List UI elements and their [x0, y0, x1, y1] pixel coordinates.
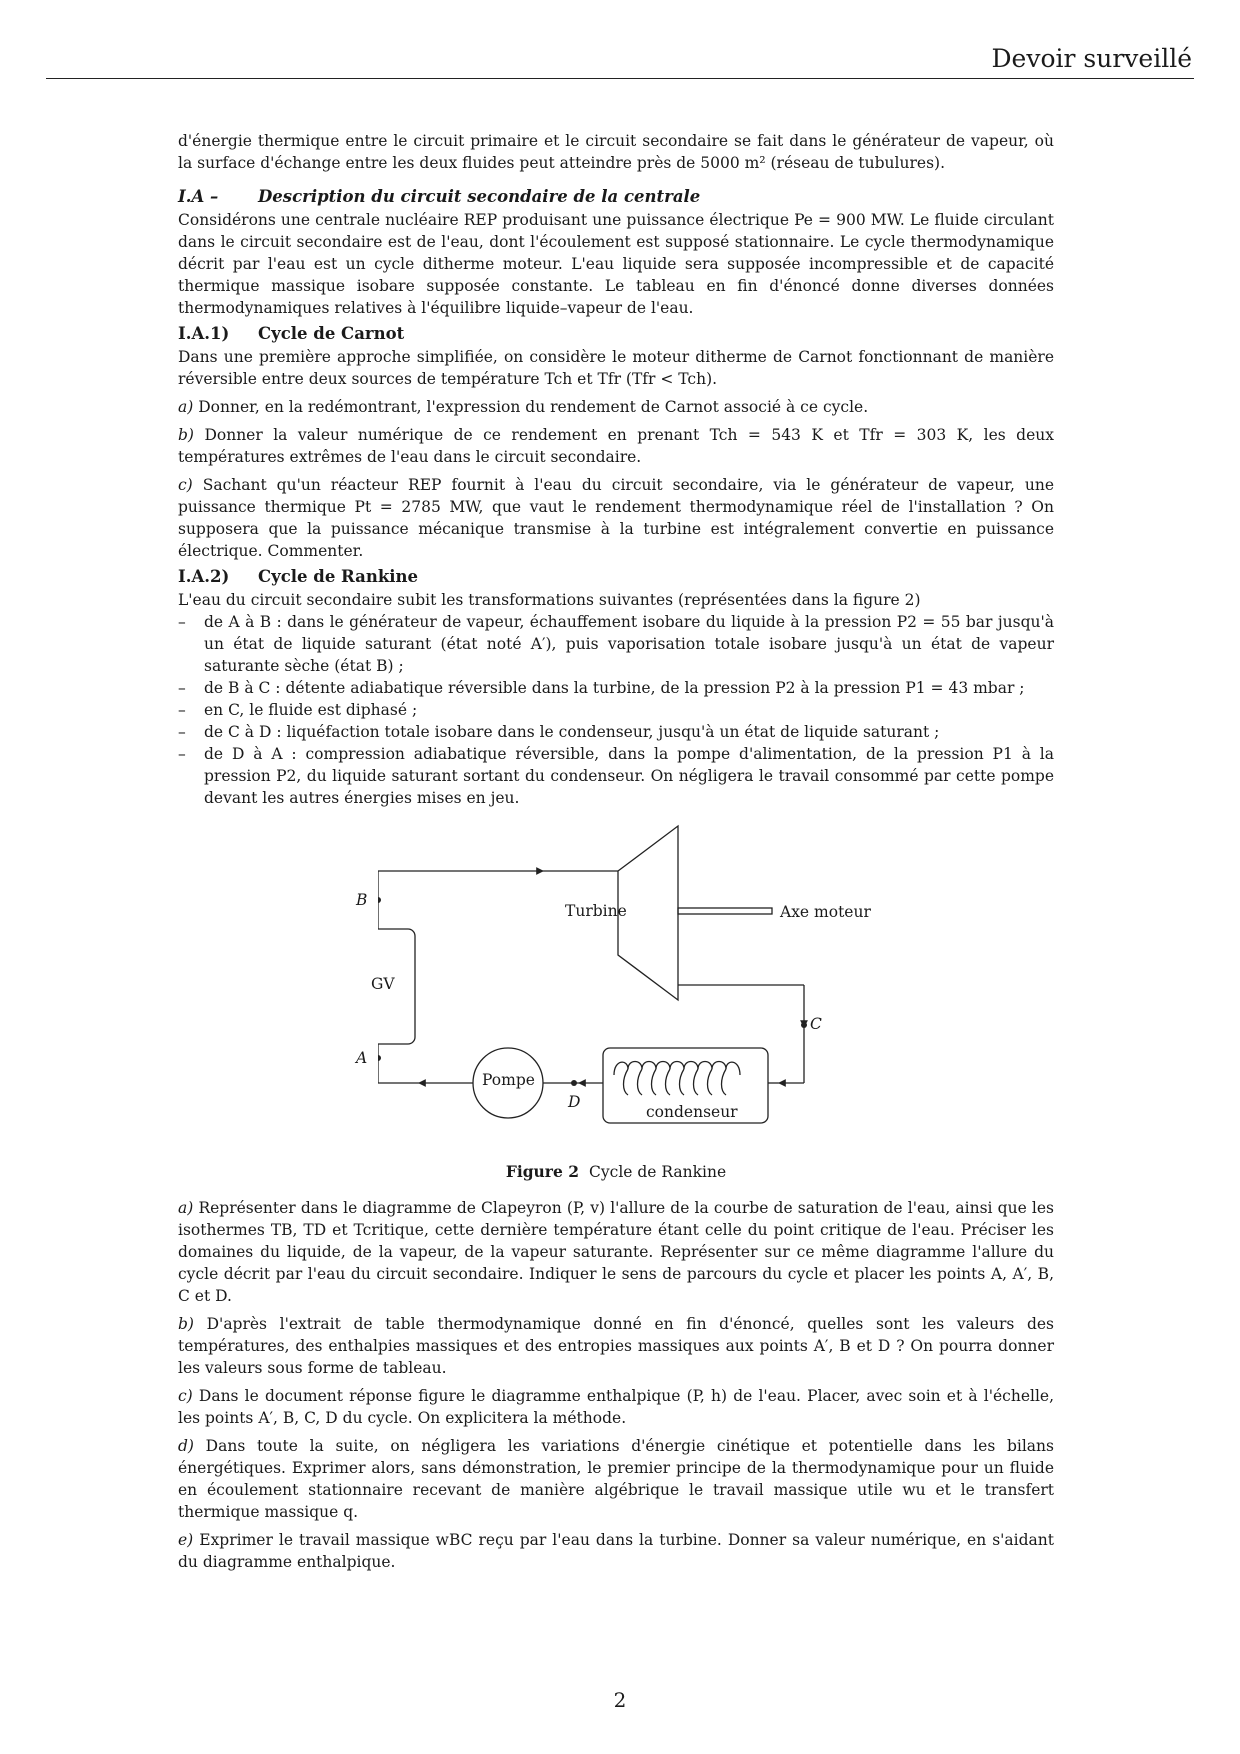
page-number: 2 — [613, 1688, 627, 1712]
question-label: c) — [178, 1387, 193, 1405]
point-c-label: C — [810, 1015, 822, 1033]
point-a-dot — [378, 1055, 381, 1061]
section-ia2-heading — [178, 566, 1054, 588]
question-ia2-c — [178, 1385, 1054, 1429]
page-content — [178, 130, 1054, 1573]
point-a-label: A — [356, 1049, 368, 1067]
section-ia1-number: I.A.1) — [178, 324, 230, 343]
caption-number: Figure 2 — [505, 1162, 580, 1181]
point-c-dot — [801, 1022, 807, 1028]
condenseur-label: condenseur — [646, 1103, 738, 1121]
header-rule — [46, 78, 1194, 79]
list-item: – de C à D : liquéfaction totale isobare dans le condenseur, jusqu'à un état de liquide saturant ; — [178, 721, 1054, 743]
condenser-coil — [614, 1062, 740, 1076]
question-ia2-e — [178, 1529, 1054, 1573]
question-text: Dans le document réponse figure le diagramme enthalpique (P, h) de l'eau. Placer, avec soin et à l'échelle, les points A′, B, C, D du cycle. On explicitera la méthode. — [178, 1387, 1055, 1427]
header-title: Devoir surveillé — [991, 44, 1192, 73]
section-ia1-body: Dans une première approche simplifiée, on considère le moteur ditherme de Carnot fonctionnant de manière réversible entre deux sources de température Tch et Tfr (Tfr < Tch). — [178, 348, 1054, 388]
axe-moteur-label: Axe moteur — [780, 903, 871, 921]
intro-paragraph: d'énergie thermique entre le circuit primaire et le circuit secondaire se fait dans le générateur de vapeur, où la surface d'échange entre les deux fluides peut atteindre près de 5000 m² (réseau de tubulures). — [178, 132, 1054, 172]
question-label: e) — [178, 1531, 194, 1549]
turbine-label: Turbine — [565, 902, 627, 920]
question-ia1-a — [178, 396, 1054, 418]
point-d-dot — [571, 1080, 577, 1086]
question-ia2-a — [178, 1197, 1054, 1307]
axe-moteur-shaft — [678, 908, 772, 914]
point-b-dot — [378, 897, 381, 903]
point-b-label: B — [356, 891, 368, 909]
list-item: – de B à C : détente adiabatique réversible dans la turbine, de la pression P2 à la pression P1 = 43 mbar ; — [178, 677, 1054, 699]
question-ia2-b — [178, 1313, 1054, 1379]
section-ia-body: Considérons une centrale nucléaire REP produisant une puissance électrique Pe = 900 MW. Le fluide circulant dans le circuit secondaire est de l'eau, dont l'écoulement est supposé stationnaire. Le cycle thermodynamique décrit par l'eau est un cycle ditherme moteur. L'eau liquide sera supposée incompressible et de capacité thermique massique isobare supposée constante. Le tableau en fin d'énoncé donne diverses données thermodynamiques relatives à l'équilibre liquide–vapeur de l'eau. — [178, 211, 1054, 317]
rankine-cycle-figure — [356, 823, 938, 1159]
question-text: Dans toute la suite, on négligera les variations d'énergie cinétique et potentielle dans les bilans énergétiques. Exprimer alors, sans démonstration, le premier principe de la thermodynamique pour un fluide en écoulement stationnaire recevant de manière algébrique le travail massique utile wu et le transfert thermique massique q. — [178, 1437, 1054, 1521]
section-ia-title: Description du circuit secondaire de la centrale — [258, 187, 701, 206]
section-ia2-number: I.A.2) — [178, 567, 230, 586]
question-text: Donner, en la redémontrant, l'expression du rendement de Carnot associé à ce cycle. — [198, 398, 869, 416]
question-ia1-b — [178, 424, 1054, 468]
question-label: d) — [178, 1437, 194, 1455]
question-label: b) — [178, 1315, 194, 1333]
question-text: Sachant qu'un réacteur REP fournit à l'eau du circuit secondaire, via le générateur de vapeur, une puissance thermique Pt = 2785 MW, que vaut le rendement thermodynamique réel de l'installation ? On supposera que la puissance mécanique transmise à la turbine est intégralement convertie en puissance électrique. Commenter. — [178, 476, 1054, 560]
section-ia1-heading — [178, 323, 1054, 345]
gv-label: GV — [371, 975, 395, 993]
section-ia1-title: Cycle de Carnot — [258, 324, 405, 343]
question-ia1-c — [178, 474, 1054, 562]
section-ia2-body: L'eau du circuit secondaire subit les transformations suivantes (représentées dans la figure 2) — [178, 591, 921, 609]
section-ia2-title: Cycle de Rankine — [258, 567, 419, 586]
question-text: Exprimer le travail massique wBC reçu par l'eau dans la turbine. Donner sa valeur numérique, en s'aidant du diagramme enthalpique. — [178, 1531, 1054, 1571]
question-ia2-d — [178, 1435, 1054, 1523]
list-item: – de A à B : dans le générateur de vapeur, échauffement isobare du liquide à la pression P2 = 55 bar jusqu'à un état de liquide saturant (état noté A′), puis vaporisation totale isobare jusqu'à un état de vapeur saturante sèche (état B) ; — [178, 611, 1054, 677]
caption-text: Cycle de Rankine — [589, 1163, 727, 1181]
question-label: a) — [178, 1199, 194, 1217]
question-text: Donner la valeur numérique de ce rendement en prenant Tch = 543 K et Tfr = 303 K, les deux températures extrêmes de l'eau dans le circuit secondaire. — [178, 426, 1054, 466]
pompe-label: Pompe — [482, 1071, 535, 1089]
question-label: c) — [178, 476, 193, 494]
list-item: – de D à A : compression adiabatique réversible, dans la pompe d'alimentation, de la pression P1 à la pression P2, du liquide saturant sortant du condenseur. On négligera le travail consommé par cette pompe devant les autres énergies mises en jeu. — [178, 743, 1054, 809]
section-ia-number: I.A – — [178, 187, 219, 206]
question-text: Représenter dans le diagramme de Clapeyron (P, v) l'allure de la courbe de saturation de l'eau, ainsi que les isothermes TB, TD et Tcritique, cette dernière température étant celle du point critique de l'eau. Préciser les domaines du liquide, de la vapeur, de la vapeur saturante. Représenter sur ce même diagramme l'allure du cycle décrit par l'eau du circuit secondaire. Indiquer le sens de parcours du cycle et placer les points A, A′, B, C et D. — [178, 1199, 1054, 1305]
question-text: D'après l'extrait de table thermodynamique donné en fin d'énoncé, quelles sont les valeurs des températures, des enthalpies massiques et des entropies massiques aux points A′, B et D ? On pourra donner les valeurs sous forme de tableau. — [178, 1315, 1054, 1377]
question-label: a) — [178, 398, 194, 416]
question-label: b) — [178, 426, 194, 444]
list-item: – en C, le fluide est diphasé ; — [178, 699, 1054, 721]
figure-caption — [178, 1161, 1054, 1183]
turbine-shape — [618, 826, 678, 1000]
section-ia-heading — [178, 186, 1054, 208]
point-d-label: D — [568, 1093, 581, 1111]
transformation-list — [178, 611, 1054, 809]
